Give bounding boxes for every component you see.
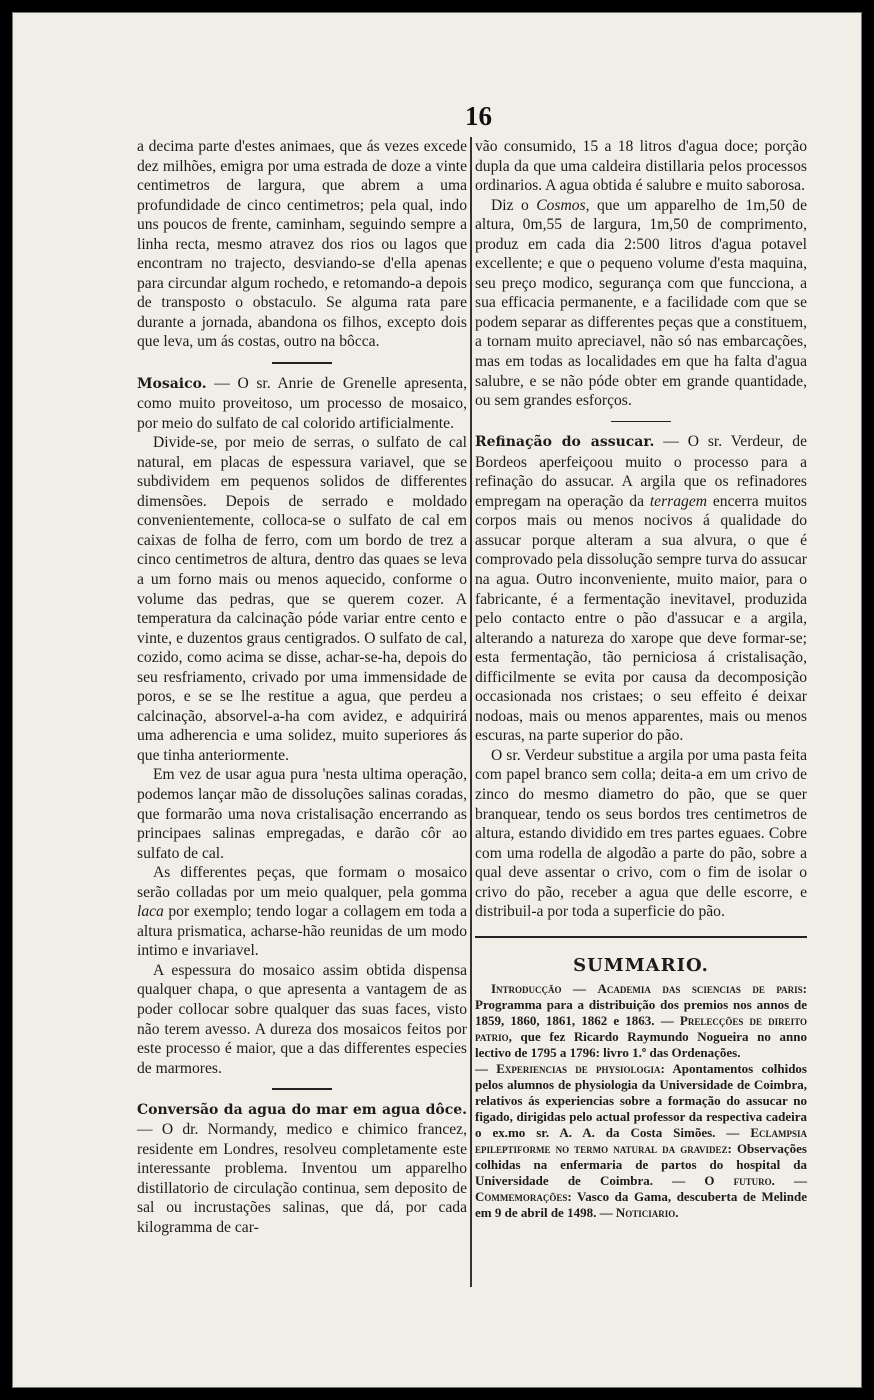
section-rule [272, 362, 332, 364]
newspaper-page [12, 12, 862, 1388]
mosaico-paragraph-1: Divide-se, por meio de serras, o sulfato de cal natural, em placas de espessura variavel, que se subdividem em pequenos solidos de differentes dimensões. Depois de serrado e moldado convenientemente, colloca-se o sulfato de cal em caixas de folha de ferro, com um bordo de trez a cinco centimetros de altura, dentro das quaes se leva a um forno mais ou menos aquecido, conforme o volume das pedras, que se querem cozer. A temperatura da calcinação póde variar entre cento e vinte, e duzentos graus centigrados. O sulfato de cal, cozido, como acima se disse, achar-se-ha, depois do seu resfriamento, crivado por uma immensidade de poros, e se se lhe restitue a agua, que perdeu a calcinação, absorvel-a-ha com avidez, e adquirirá uma adherencia e uma solidez, muito superiores ás que tinha anteriormente. [137, 434, 467, 764]
summary-item [475, 1061, 807, 1221]
summary-sc: Prelecções de direito patrio [475, 1013, 807, 1045]
mosaico-p3-italic: laca [137, 903, 164, 921]
summary-text: : Observações colhidas na enfermaria de partos do hospital da Universidade de Coimbra. — [475, 1141, 807, 1189]
left-column [137, 137, 467, 1238]
section-rule [272, 1088, 332, 1090]
summary-sc: Introducção [491, 981, 562, 997]
mosaico-p3-text-b: por exemplo; tendo logar a collagem em toda a altura prismatica, acharse-hão reunidas de um modo intimo e invariavel. [137, 903, 467, 960]
summary-title: SUMMARIO. [573, 954, 709, 976]
mosaico-lead-text: — O sr. Anrie de Grenelle apresenta, como muito proveitoso, um processo de mosaico, por meio do sulfato de cal colorido artificialmente. [137, 374, 467, 432]
mosaico-paragraph-2: Em vez de usar agua pura 'nesta ultima operação, podemos lançar mão de dissoluções salinas coradas, que formarão uma nova cristalisação encerrando as principaes salinas empregadas, e darão côr ao sulfato de cal. [137, 766, 467, 862]
section-rule [611, 421, 671, 423]
conversao-lead-text: — O dr. Normandy, medico e chimico francez, residente em Londres, resolveu completamente este interessante problema. Inventou um apparelho distillatorio de circulação continua, sem deposito de sal ou incrustações salinas, que dá, por cada kilogramma de car- [137, 1121, 467, 1236]
summary-text: — [475, 1061, 497, 1077]
summary-text: , que fez Ricardo Raymundo Nogueira no anno lectivo de 1795 a 1796: livro 1.º das Ordenações. [475, 1029, 807, 1061]
mosaico-p3-text-a: As differentes peças, que formam o mosaico serão colladas por um meio qualquer, pela gomma [137, 864, 467, 901]
summary-text: : Programma para a distribuição dos premios nos annos de 1859, 1860, 1861, 1862 e 1863. — [475, 981, 808, 1029]
summary-text: : Apontamentos colhidos pelos alumnos de physiologia da Universidade de Coimbra, relativos ás experiencias sobre a formação do assucar no figado, dirigidas pelo actual professor da respectiva cadeira o ex.mo sr. A. A. da Costa Simões. — [475, 1061, 807, 1141]
conversao-heading: Conversão da agua do mar em agua dôce. [137, 1101, 467, 1118]
cosmos-italic: Cosmos [536, 196, 586, 214]
refinacao-text-b: encerra muitos corpos mais ou menos nocivos á qualidade do assucar porque alteram a sua alvura, o que é comprovado pela dissolução sempre turva do assucar na agua. Outro inconveniente, muito maior, para o fabricante, é a fermentação inevitavel, produzida pelo contacto entre o pão d'assucar e a argila, alterando a natureza do xarope que deve formar-se; esta fermentação, tão perniciosa á cristalisação, difficilmente se evita por causa da decomposição occasionada nos cristaes; o seu effeito é deixar nodoas, mais ou menos apparentes, mais ou menos escuras, na parte superior do pão. [475, 492, 808, 745]
refinacao-paragraph-2: O sr. Verdeur substitue a argila por uma pasta feita com papel branco sem colla; deita-a em um crivo de zinco do mesmo diametro do pão, que se quer branquear, tendo os seus bordos tres centimetros de altura, estando dividido em tres partes eguaes. Cobre com uma rodella de algodão a parte do pão, sobre a qual deve assentar o crivo, com o fim de isolar o crivo do pão, receber a agua que delle escorre, e distribuil-a por toda a superficie do pão. [475, 746, 807, 921]
column-divider [470, 137, 472, 1287]
mosaico-paragraph-3 [137, 863, 467, 961]
conversao-continued: vão consumido, 15 a 18 litros d'agua doce; porção dupla da que uma caldeira distillaria pelos processos ordinarios. A agua obtida é salubre e muito saborosa. [475, 138, 807, 195]
summary-sc: Noticiario [615, 1205, 676, 1221]
conversao-lead [137, 1100, 467, 1238]
rat-migration-paragraph: a decima parte d'estes animaes, que ás vezes excede dez milhões, emigra por uma estrada de doze a vinte centimetros de largura, que abrem a uma profundidade de cinco centimetros; pela qual, indo uns poucos de frente, caminham, seguindo sempre a linha recta, mesmo atravez dos rios ou lagos que encontram no trajecto, desviando-se d'ella apenas para circundar algum rochedo, e retomando-a depois de transposto o obstaculo. Se alguma rata pare durante a jornada, abandona os filhos, excepto dois que leva, um ás costas, outro na bôcca. [137, 138, 467, 351]
summary-text: — [561, 981, 598, 997]
cosmos-text-b: , que um apparelho de 1m,50 de altura, 0m,55 de largura, 1m,50 de comprimento, produz em cada dia 2:500 litros d'agua potavel excellente; e que o pequeno volume d'esta maquina, seu preço modico, segurança com que funcciona, a sua efficacia permanente, e a facilidade com que se podem separar as differentes peças que a constituem, a tornam muito apreciavel, não só nas embarcações, mas em todas as localidades em que ha falta d'agua salubre, e se não póde obter em grande quantidade, ou sem grandes esforços. [475, 196, 808, 410]
refinacao-text-a: — O sr. Verdeur, de Bordeos aperfeiçoou muito o processo para a refinação do assucar. A argila que os refinadores empregam na operação da [475, 433, 807, 510]
cosmos-text-a: Diz o [491, 196, 537, 214]
summary-text: . [675, 1205, 679, 1221]
summary-sc: Eclampsia epileptiforme no termo natural da gravidez [475, 1125, 807, 1157]
summary-sc: Academia das sciencias de paris [597, 981, 803, 997]
summary-item [475, 981, 807, 1061]
mosaico-lead [137, 374, 467, 434]
refinacao-heading: Refinação do assucar. [475, 434, 655, 451]
summary-text: : Vasco da Gama, descuberta de Melinde em 9 de abril de 1498. — [475, 1189, 807, 1221]
mosaico-heading: Mosaico. [137, 375, 207, 392]
refinacao-italic: terragem [649, 492, 708, 510]
summary-body [475, 981, 807, 1221]
summary-rule [475, 936, 807, 938]
summary-sc: Commemorações [475, 1189, 568, 1205]
right-column [475, 137, 807, 1221]
summary-text: . — [771, 1173, 808, 1189]
refinacao-lead [475, 432, 807, 746]
summary-sc: Experiencias de physiologia [496, 1061, 661, 1077]
summary-sc: O futuro [704, 1173, 772, 1189]
mosaico-paragraph-4: A espessura do mosaico assim obtida dispensa qualquer chapa, o que apresenta a vantagem de as poder collocar sobre qualquer das suas faces, visto não terem avesso. A dureza dos mosaicos feitos por este processo é maior, que a das differentes especies de marmores. [137, 961, 467, 1077]
page-number: 16 [465, 101, 492, 131]
cosmos-paragraph [475, 196, 807, 411]
